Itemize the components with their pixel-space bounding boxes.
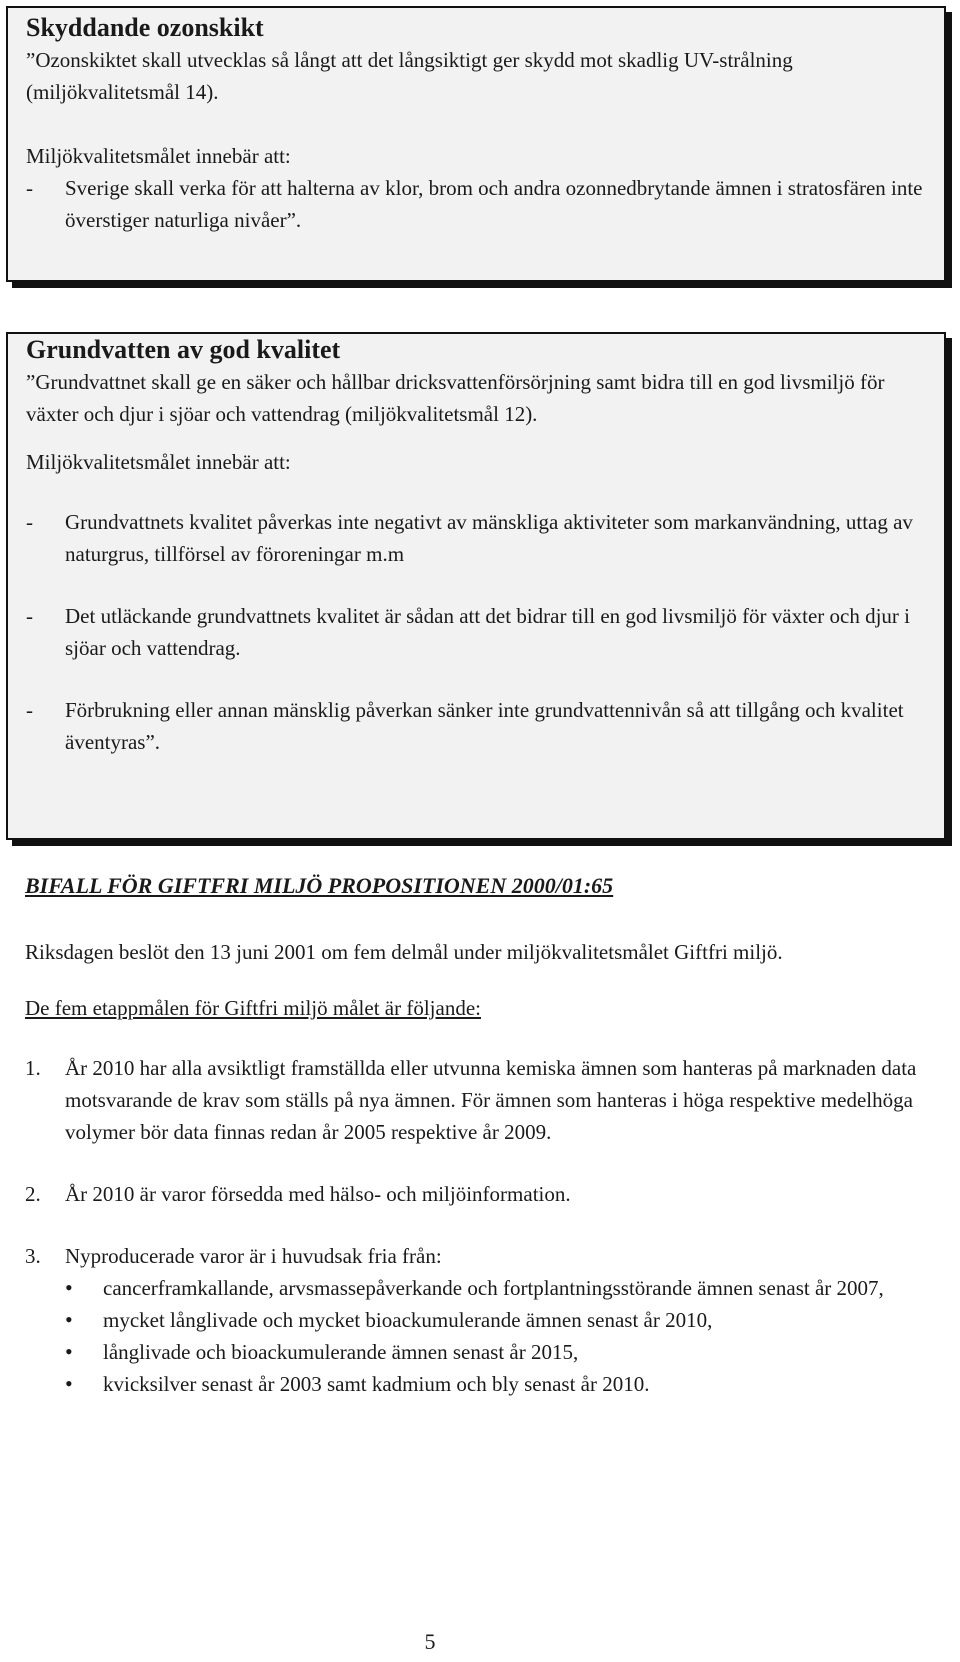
bullet-text: långlivade och bioackumulerande ämnen senast år 2015, bbox=[103, 1340, 579, 1364]
goal-item bbox=[26, 506, 926, 570]
goal-numbered-item bbox=[25, 1052, 925, 1148]
ozone-goal-box bbox=[6, 6, 946, 282]
goal-item bbox=[26, 600, 926, 664]
bullet-marker: • bbox=[65, 1307, 73, 1332]
section-heading: BIFALL FÖR GIFTFRI MILJÖ PROPOSITIONEN 2000/01:65 bbox=[25, 873, 614, 898]
dash-marker: - bbox=[26, 176, 33, 200]
dash-marker: - bbox=[26, 510, 33, 534]
bullet-list bbox=[65, 1272, 925, 1400]
goal-item-text: Sverige skall verka för att halterna av klor, brom och andra ozonnedbrytande ämnen i stratosfären inte överstiger naturliga nivåer”. bbox=[65, 176, 923, 232]
number-marker: 2. bbox=[25, 1182, 41, 1206]
goal-item-text: Det utläckande grundvattnets kvalitet är sådan att det bidrar till en god livsmiljö för växter och djur i sjöar och vattendrag. bbox=[65, 604, 911, 660]
bullet-marker: • bbox=[65, 1339, 73, 1364]
bullet-marker: • bbox=[65, 1275, 73, 1300]
goal-item bbox=[26, 694, 926, 758]
bullet-text: cancerframkallande, arvsmassepåverkande och fortplantningsstörande ämnen senast år 2007, bbox=[103, 1276, 884, 1300]
list-item bbox=[65, 1272, 925, 1304]
box-title: Skyddande ozonskikt bbox=[26, 13, 264, 42]
goal-intro: Miljökvalitetsmålet innebär att: bbox=[26, 450, 291, 474]
goals-subheading: De fem etappmålen för Giftfri miljö målet är följande: bbox=[25, 996, 481, 1020]
goal-numbered-item bbox=[25, 1240, 925, 1272]
number-marker: 1. bbox=[25, 1056, 41, 1080]
goal-text: År 2010 är varor försedda med hälso- och miljöinformation. bbox=[65, 1182, 571, 1206]
list-item bbox=[65, 1368, 925, 1400]
bullet-text: kvicksilver senast år 2003 samt kadmium och bly senast år 2010. bbox=[103, 1372, 650, 1396]
goal-intro: Miljökvalitetsmålet innebär att: bbox=[26, 144, 291, 168]
dash-marker: - bbox=[26, 604, 33, 628]
list-item bbox=[65, 1304, 925, 1336]
bullet-text: mycket långlivade och mycket bioackumulerande ämnen senast år 2010, bbox=[103, 1308, 713, 1332]
goal-quote: ”Grundvattnet skall ge en säker och hållbar dricksvattenförsörjning samt bidra till en god livsmiljö för växter och djur i sjöar och vattendrag (miljökvalitetsmål 12). bbox=[26, 370, 885, 426]
goal-text: Nyproducerade varor är i huvudsak fria från: bbox=[65, 1244, 442, 1268]
goal-numbered-item bbox=[25, 1178, 925, 1210]
main-content bbox=[25, 870, 925, 1400]
list-item bbox=[65, 1336, 925, 1368]
dash-marker: - bbox=[26, 698, 33, 722]
number-marker: 3. bbox=[25, 1244, 41, 1268]
goal-item bbox=[26, 172, 926, 236]
page-number: 5 bbox=[424, 1629, 436, 1654]
decision-paragraph: Riksdagen beslöt den 13 juni 2001 om fem delmål under miljökvalitetsmålet Giftfri miljö. bbox=[25, 940, 783, 964]
bullet-marker: • bbox=[65, 1371, 73, 1396]
box-title: Grundvatten av god kvalitet bbox=[26, 335, 341, 364]
goal-item-text: Förbrukning eller annan mänsklig påverkan sänker inte grundvattennivån så att tillgång och kvalitet äventyras”. bbox=[65, 698, 904, 754]
goal-text: År 2010 har alla avsiktligt framställda eller utvunna kemiska ämnen som hanteras på marknaden data motsvarande de krav som ställs på nya ämnen. För ämnen som hanteras i höga respektive medelhöga volymer bör data finnas redan år 2005 respektive år 2009. bbox=[65, 1056, 917, 1144]
goal-item-text: Grundvattnets kvalitet påverkas inte negativt av mänskliga aktiviteter som markanvändning, uttag av naturgrus, tillförsel av föroreningar m.m bbox=[65, 510, 913, 566]
goal-quote: ”Ozonskiktet skall utvecklas så långt att det långsiktigt ger skydd mot skadlig UV-strålning (miljökvalitetsmål 14). bbox=[26, 48, 793, 104]
groundwater-goal-box bbox=[6, 332, 946, 840]
